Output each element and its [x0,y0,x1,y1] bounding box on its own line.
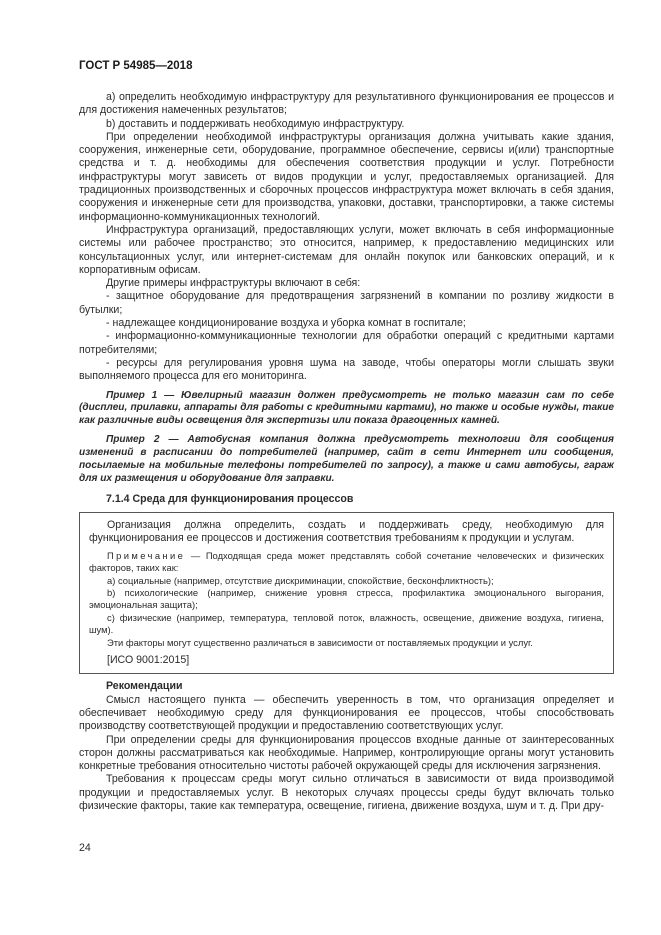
standard-reference: [ИСО 9001:2015] [107,654,190,667]
note-closing: Эти факторы могут существенно различаться в зависимости от поставляемых продукции и услуг. [107,636,533,648]
paragraph: При определении среды для функционирования процессов входные данные от заинтересованных сторон должны рассматриваться как необходимые. Например, контролирующие органы могут установить конкретные требования относительно чистоты рабочей окружающей среды для исключения загрязнения. [79,733,614,773]
paragraph: Требования к процессам среды могут сильно отличаться в зависимости от вида производимой продукции и предоставляемых услуг. В некоторых случаях процессы среды будут включать только физические факторы, такие как температура, освещение, гигиена, движение воздуха, шум и т. д. При дру- [79,773,614,812]
page-body [79,91,614,813]
note-item: a) социальные (например, отсутствие дискриминации, спокойствие, бесконфликтность); [107,574,494,586]
note-item: c) физические (например, температура, тепловой поток, влажность, освещение, движение воздуха, гигиена, шум). [89,611,604,636]
paragraph: При определении необходимой инфраструктуры организация должна учитывать какие здания, сооружения, инженерные сети, оборудование, программное обеспечение, сервисы и(или) транспортные средства и т. д. необходимы для обеспечения соответствия продукции и услуг. Потребности инфраструктуры могут зависеть от видов продукции и услуг, предоставляемых организацией. Для традиционных производственных и сборочных процессов инфраструктура может включать в себя здания, сооружения и инженерные сети для производства, упаковки, доставки, транспортировки, а также системы информационно-коммуникационных технологий. [79,130,614,223]
paragraph: Инфраструктура организаций, предоставляющих услуги, может включать в себя информационные системы или рабочее пространство; это относится, например, к предоставлению медицинских или консультационных услуг, или интернет-системам для онлайн покупок или банковских операций, и к корпоративным офисам. [79,223,614,276]
paragraph: Смысл настоящего пункта — обеспечить уверенность в том, что организация определяет и обеспечивает необходимую среду для функционирования ее процессов, чтобы способствовать производству соответствующей продукции и предоставлению соответствующих услуг. [79,693,614,733]
example-1: Пример 1 — Ювелирный магазин должен предусмотреть не только магазин сам по себе (дисплеи, прилавки, аппараты для работы с кредитными картами), но также и особые нужды, такие как различные виды освещения для экспертизы или показа драгоценных камней. [79,389,614,427]
paragraph: Другие примеры инфраструктуры включают в себя: [106,277,361,290]
note-paragraph [89,550,604,575]
list-item: - ресурсы для регулирования уровня шума на заводе, чтобы операторы могли слышать звуки выполняемого процесса для его мониторинга. [79,356,614,383]
requirement-text: Организация должна определить, создать и поддерживать среду, необходимую для функционирования ее процессов и достижения соответствия требованиям к продукции и услугам. [89,519,604,545]
note-item: b) психологические (например, снижение уровня стресса, профилактика эмоционального выгорания, эмоциональная защита); [89,586,604,611]
recommendations-title: Рекомендации [106,680,183,693]
list-item: - защитное оборудование для предотвращения загрязнений в компании по розливу жидкости в бутылки; [79,290,614,316]
list-item: - информационно-коммуникационные технологии для обработки операций с кредитными картами потребителями; [79,330,614,356]
note-label: Примечание [107,549,186,561]
paragraph: a) определить необходимую инфраструктуру для результативного функционирования ее процессов и для достижения намеченных результатов; [79,91,614,117]
requirement-box [79,512,614,674]
list-item: - надлежащее кондиционирование воздуха и уборка комнат в госпитале; [106,317,466,330]
paragraph: b) доставить и поддерживать необходимую инфраструктуру. [106,117,405,130]
page-number: 24 [79,842,91,854]
document-header: ГОСТ Р 54985—2018 [79,60,193,72]
example-2: Пример 2 — Автобусная компания должна предусмотреть технологии для сообщения изменений в расписании до потребителей (например, сайт в сети Интернет или сообщения, посылаемые на мобильные телефоны потребителей по запросу), а также и сами автобусы, гараж для их размещения и оборудование для заправки. [79,434,614,484]
note-text: — Подходящая среда может представлять собой сочетание человеческих и физических факторов, таких как: [89,549,604,574]
section-title: 7.1.4 Среда для функционирования процессов [106,492,354,505]
